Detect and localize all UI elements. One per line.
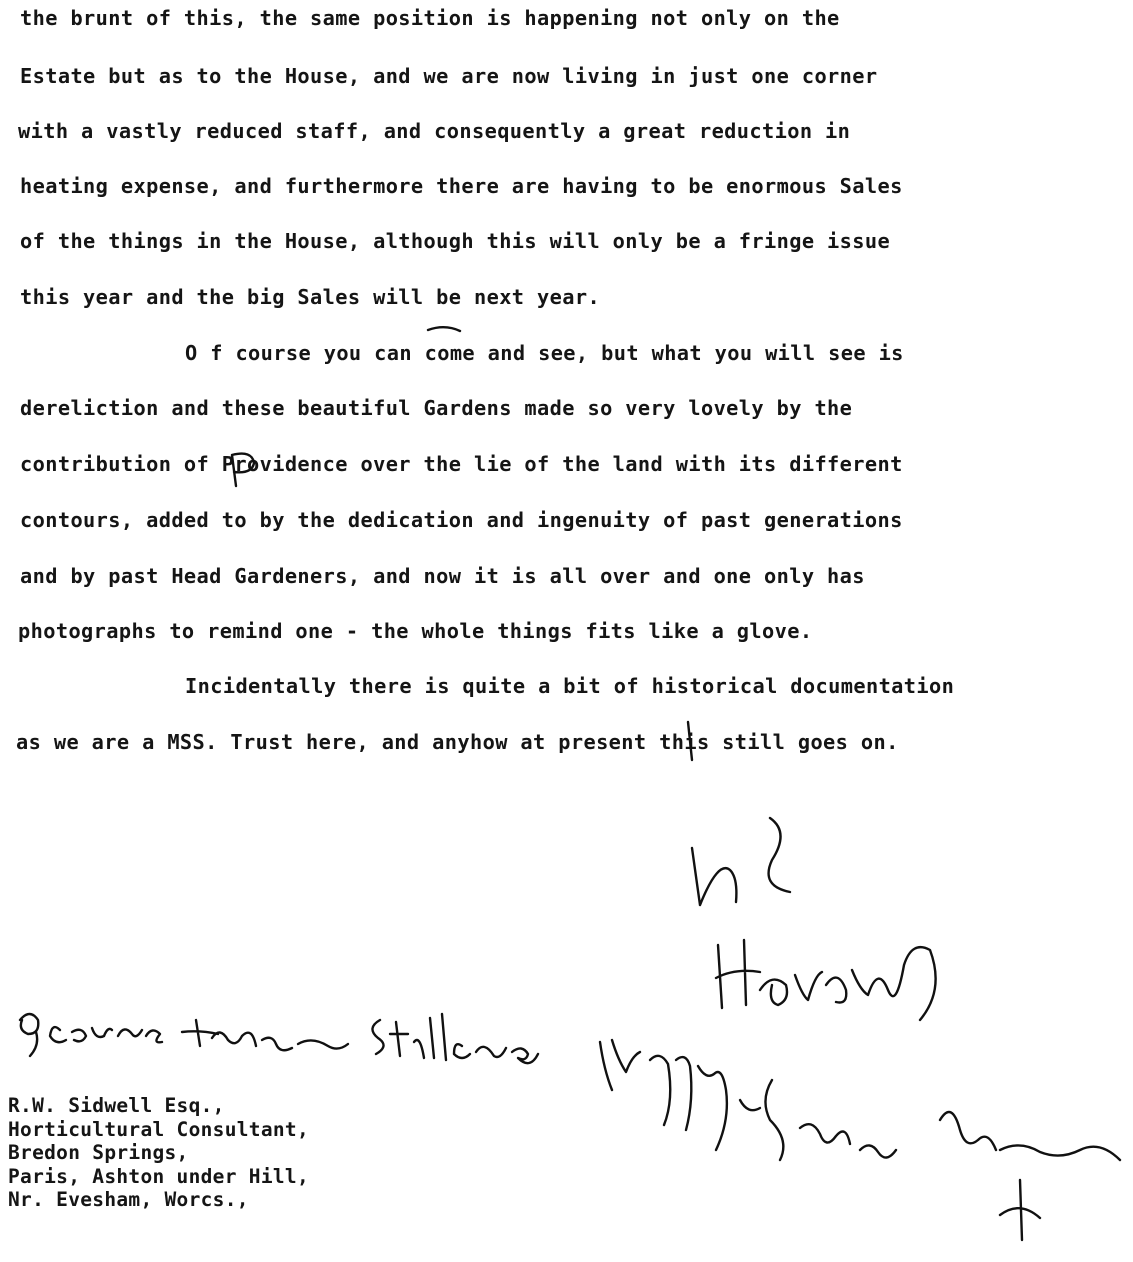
body-line-13: Incidentally there is quite a bit of historical documentation xyxy=(185,674,955,698)
address-line-5: Nr. Evesham, Worcs., xyxy=(8,1188,249,1211)
accent-mark xyxy=(428,327,460,331)
body-line-6: this year and the big Sales will be next year. xyxy=(20,285,601,309)
signature xyxy=(692,818,936,1020)
body-line-5: of the things in the House, although this will only be a fringe issue xyxy=(20,229,891,253)
body-line-14: as we are a MSS. Trust here, and anyhow at present this still goes on. xyxy=(16,730,899,754)
address-line-2: Horticultural Consultant, xyxy=(8,1117,309,1141)
body-line-3: with a vastly reduced staff, and consequently a great reduction in xyxy=(18,119,851,143)
body-line-4: heating expense, and furthermore there are having to be enormous Sales xyxy=(20,174,903,198)
body-line-2: Estate but as to the House, and we are now living in just one corner xyxy=(20,64,878,88)
address-line-3: Bredon Springs, xyxy=(8,1141,189,1164)
recipient-address xyxy=(8,1094,309,1212)
body-line-9: contribution of Providence over the lie of the land with its different xyxy=(20,452,903,476)
body-line-10: contours, added to by the dedication and ingenuity of past generations xyxy=(20,508,903,532)
body-line-12: photographs to remind one - the whole things fits like a glove. xyxy=(18,619,813,643)
body-line-7: O f course you can come and see, but what you will see is xyxy=(185,341,904,365)
address-line-4: Paris, Ashton under Hill, xyxy=(8,1164,309,1188)
body-line-11: and by past Head Gardeners, and now it is all over and one only has xyxy=(20,564,865,588)
address-line-1: R.W. Sidwell Esq., xyxy=(8,1094,225,1117)
body-line-1: the brunt of this, the same position is happening not only on the xyxy=(20,6,840,30)
body-line-8: dereliction and these beautiful Gardens made so very lovely by the xyxy=(20,396,853,420)
